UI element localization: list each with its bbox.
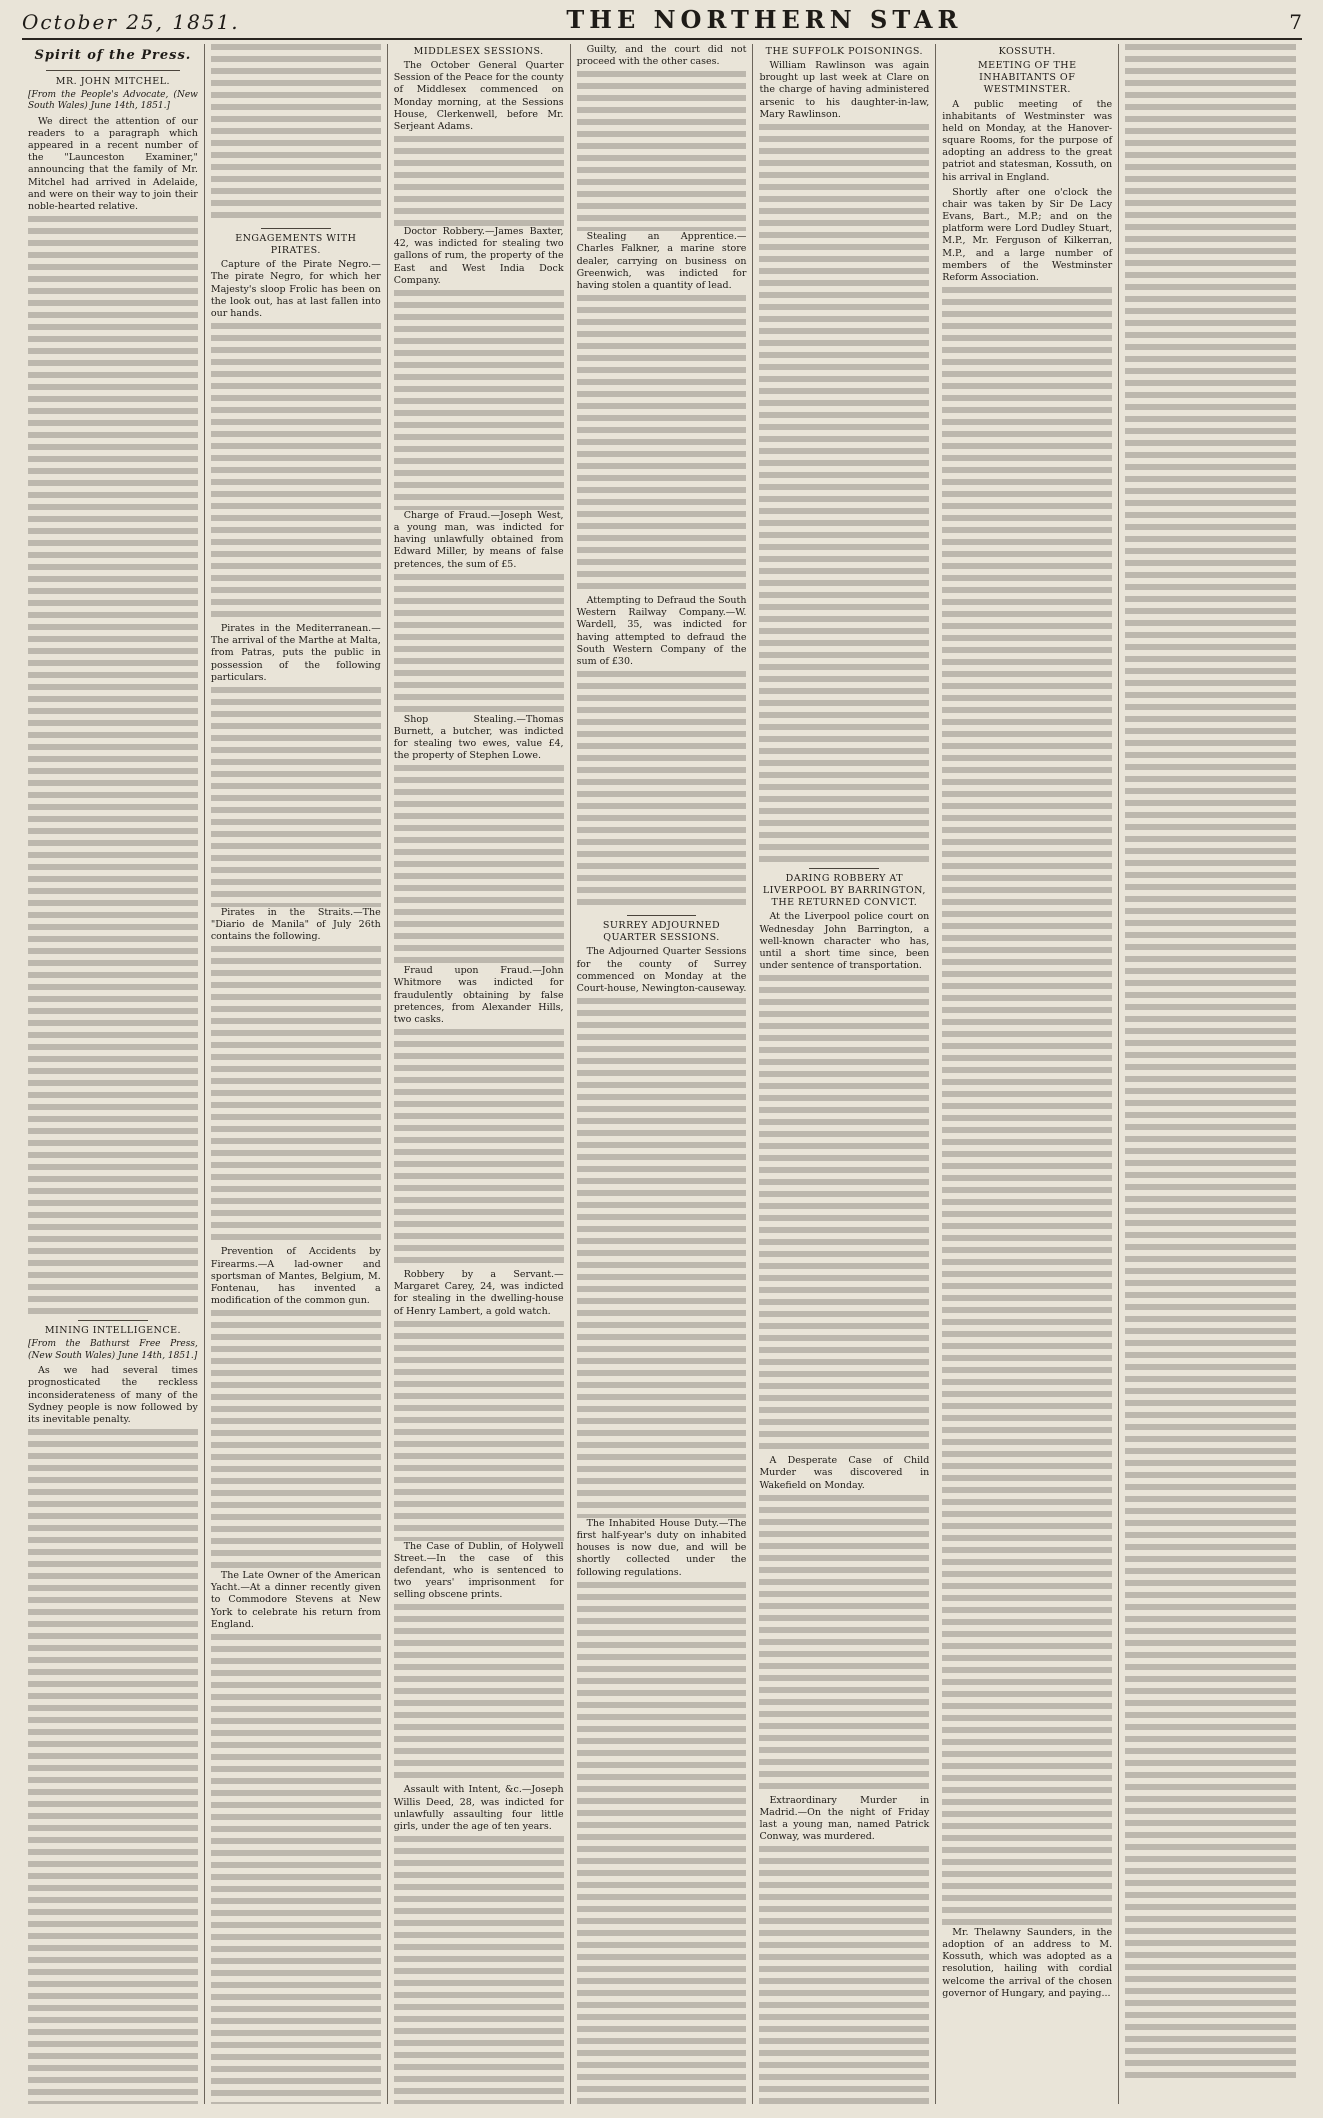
article-paragraph: As we had several times prognosticated the reckless inconsiderateness of many of the Sydney people is now followed by its inevitable penalty. [28,1365,198,1425]
text-block [759,1846,929,2104]
text-block [577,998,747,1518]
newspaper-title: THE NORTHERN STAR [566,5,963,34]
article-paragraph: Assault with Intent, &c.—Joseph Willis Deed, 28, was indicted for unlawfully assaulting four little girls, under the age of ten years. [393,1784,564,1832]
article-paragraph: We direct the attention of our readers to a paragraph which appeared in a recent number of the "Launceston Examiner," announcing that the family of Mr. Mitchel had arrived in Adelaide, and were on their way to join their noble-hearted relative. [28,115,198,212]
divider [46,70,180,71]
article-paragraph: Mr. Thelawny Saunders, in the adoption of an address to M. Kossuth, which was adopted as a resolution, hailing with cordial welcome the arrival of the chosen governor of Hungary, and paying... [942,1926,1113,1999]
article-paragraph: Robbery by a Servant.—Margaret Carey, 24, was indicted for stealing in the dwelling-house of Henry Lambert, a gold watch. [393,1269,564,1317]
column-7 [1119,44,1302,2104]
text-block [759,124,929,864]
column-2 [205,44,388,2104]
article-subheading: MEETING OF THE INHABITANTS OF WESTMINSTER. [977,60,1077,96]
article-paragraph: Pirates in the Mediterranean.—The arrival of the Marthe at Malta, from Patras, puts the public in possession of the following particulars. [210,623,381,683]
text-block [577,71,747,231]
text-block [211,1310,381,1570]
text-block [394,1604,564,1784]
text-block [759,1495,929,1795]
article-paragraph: Stealing an Apprentice.—Charles Falkner, a marine store dealer, carrying on business on Greenwich, was indicted for having stolen a quantity of lead. [576,231,747,291]
text-block [577,671,747,911]
article-heading: MIDDLESEX SESSIONS. [413,46,544,57]
text-block [759,975,929,1455]
article-source: [From the Bathurst Free Press, (New South Wales) June 14th, 1851.] [28,1339,198,1361]
divider [261,228,331,229]
article-paragraph: Capture of the Pirate Negro.—The pirate Negro, for which her Majesty's sloop Frolic has been on the look out, has at last fallen into our hands. [210,259,381,319]
article-paragraph: Extraordinary Murder in Madrid.—On the night of Friday last a young man, named Patrick Conway, was murdered. [759,1794,930,1843]
text-block [577,1582,747,2104]
text-block [211,323,381,623]
article-paragraph: At the Liverpool police court on Wednesday John Barrington, a well-known character who has, until a short time since, been under sentence of transportation. [759,911,930,972]
text-block [1125,44,1296,2084]
text-block [394,136,564,226]
text-block [394,765,564,965]
divider [78,1320,148,1321]
masthead [22,0,1302,40]
article-heading: THE SUFFOLK POISONINGS. [765,46,924,57]
article-heading: DARING ROBBERY AT LIVERPOOL BY BARRINGTON, THE RETURNED CONVICT. [762,872,926,909]
text-block [28,216,198,1316]
article-paragraph: Shortly after one o'clock the chair was taken by Sir De Lacy Evans, Bart., M.P.; and on the platform were Lord Dudley Stuart, M.P., Mr. Ferguson of Kilkerran, M.P., and a large number of members of the Westminster Reform Association. [942,186,1113,283]
column-4 [571,44,754,2104]
section-title: Spirit of the Press. [34,48,192,63]
article-heading: ENGAGEMENTS WITH PIRATES. [235,233,357,257]
column-1 [22,44,205,2104]
article-heading: MINING INTELLIGENCE. [44,1325,182,1337]
text-block [394,1836,564,2104]
article-paragraph: William Rawlinson was again brought up last week at Clare on the charge of having administered arsenic to his daughter-in-law, Mary Rawlinson. [759,60,930,120]
text-block [942,287,1112,1927]
divider [627,915,697,916]
article-heading: SURREY ADJOURNED QUARTER SESSIONS. [602,920,721,944]
text-block [394,1321,564,1541]
article-paragraph: Prevention of Accidents by Firearms.—A lad-owner and sportsman of Mantes, Belgium, M. Fontenau, has invented a modification of the common gun. [210,1246,381,1306]
text-block [211,1634,381,2104]
article-paragraph: The Inhabited House Duty.—The first half-year's duty on inhabited houses is now due, and will be shortly collected under the following regulations. [576,1517,747,1578]
article-paragraph: Pirates in the Straits.—The "Diario de Manila" of July 26th contains the following. [210,906,381,943]
text-block [211,946,381,1246]
article-heading: MR. JOHN MITCHEL. [55,75,171,87]
article-paragraph: The Case of Dublin, of Holywell Street.—In the case of this defendant, who is sentenced to two years' imprisonment for selling obscene prints. [393,1540,564,1601]
article-paragraph: Fraud upon Fraud.—John Whitmore was indicted for fraudulently obtaining by false pretences, from Alexander Hills, two casks. [393,965,564,1025]
article-paragraph: A public meeting of the inhabitants of Westminster was held on Monday, at the Hanover-square Rooms, for the purpose of adopting an address to the great patriot and statesman, Kossuth, on his arrival in England. [942,98,1113,183]
text-block [577,295,747,595]
text-block [211,44,381,224]
text-block [394,574,564,714]
article-paragraph: Attempting to Defraud the South Western Railway Company.—W. Wardell, 35, was indicted for having attempted to defraud the South Western Company of the sum of £30. [576,595,747,667]
article-paragraph: The Adjourned Quarter Sessions for the county of Surrey commenced on Monday at the Court-house, Newington-causeway. [576,946,747,994]
article-paragraph: A Desperate Case of Child Murder was discovered in Wakefield on Monday. [759,1455,930,1491]
article-paragraph: The Late Owner of the American Yacht.—At a dinner recently given to Commodore Stevens at New York to celebrate his return from England. [210,1570,381,1630]
article-paragraph: Doctor Robbery.—James Baxter, 42, was indicted for stealing two gallons of rum, the property of the East and West India Dock Company. [393,226,564,286]
issue-date: October 25, 1851. [22,10,240,34]
text-block [394,290,564,510]
columns [22,44,1302,2104]
column-6 [936,44,1119,2104]
column-3 [388,44,571,2104]
text-block [211,687,381,907]
text-block [28,1429,198,2104]
article-paragraph: Guilty, and the court did not proceed with the other cases. [576,44,747,68]
column-5 [753,44,936,2104]
article-paragraph: Charge of Fraud.—Joseph West, a young man, was indicted for having unlawfully obtained from Edward Miller, by means of false pretences, the sum of £5. [393,509,564,570]
article-source: [From the People's Advocate, (New South Wales) June 14th, 1851.] [28,89,198,112]
text-block [394,1029,564,1269]
article-heading: KOSSUTH. [998,46,1056,57]
divider [809,868,879,869]
page-number: 7 [1289,10,1302,34]
article-paragraph: The October General Quarter Session of the Peace for the county of Middlesex commenced on Monday morning, at the Sessions House, Clerkenwell, before Mr. Serjeant Adams. [393,60,564,132]
article-paragraph: Shop Stealing.—Thomas Burnett, a butcher, was indicted for stealing two ewes, value £4, the property of Stephen Lowe. [393,713,564,762]
